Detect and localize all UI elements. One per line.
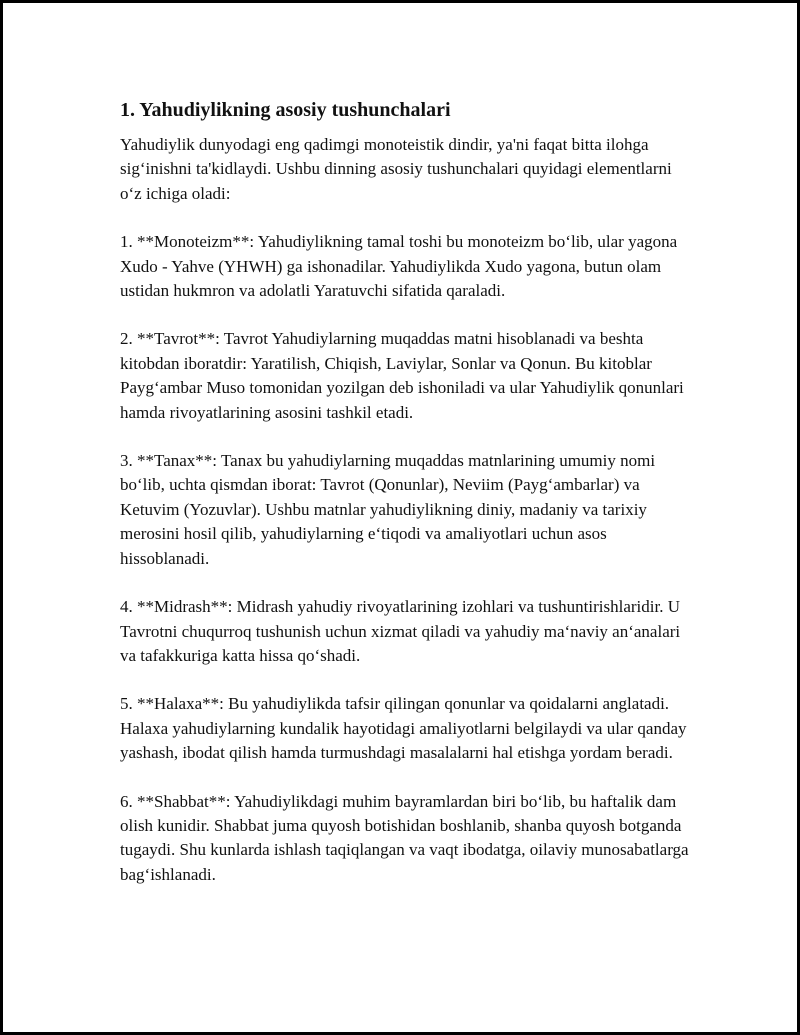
paragraph-midrash: 4. **Midrash**: Midrash yahudiy rivoyatlarining izohlari va tushuntirishlaridir. U Tavrotni chuqurroq tushunish uchun xizmat qiladi va yahudiy ma‘naviy an‘analari va tafakkuriga katta hissa qo‘shadi. — [120, 597, 681, 665]
document-body — [120, 97, 690, 911]
intro-paragraph: Yahudiylik dunyodagi eng qadimgi monoteistik dindir, ya'ni faqat bitta ilohga sig‘inishni ta'kidlaydi. Ushbu dinning asosiy tushunchalari quyidagi elementlarni o‘z ichiga oladi: — [120, 135, 672, 203]
paragraph-tavrot: 2. **Tavrot**: Tavrot Yahudiylarning muqaddas matni hisoblanadi va beshta kitobdan iboratdir: Yaratilish, Chiqish, Laviylar, Sonlar va Qonun. Bu kitoblar Payg‘ambar Muso tomonidan yozilgan deb ishoniladi va ular Yahudiylik qonunlari hamda rivoyatlarining asosini tashkil etadi. — [120, 329, 684, 422]
paragraph-halaxa: 5. **Halaxa**: Bu yahudiylikda tafsir qilingan qonunlar va qoidalarni anglatadi. Halaxa yahudiylarning kundalik hayotidagi amaliyotlarni belgilaydi va ular qanday yashash, ibodat qilish hamda turmushdagi masalalarni hal etishga yordam beradi. — [120, 694, 687, 763]
paragraph-tanax: 3. **Tanax**: Tanax bu yahudiylarning muqaddas matnlarining umumiy nomi bo‘lib, uchta qismdan iborat: Tavrot (Qonunlar), Neviim (Payg‘ambarlar) va Ketuvim (Yozuvlar). Ushbu matnlar yahudiylikning diniy, madaniy va tarixiy merosini hosil qilib, yahudiylarning e‘tiqodi va amaliyotlari uchun asos hissoblanadi. — [120, 451, 656, 568]
paragraph-monoteizm: 1. **Monoteizm**: Yahudiylikning tamal toshi bu monoteizm bo‘lib, ular yagona Xudo - Yahve (YHWH) ga ishonadilar. Yahudiylikda Xudo yagona, butun olam ustidan hukmron va adolatli Yaratuvchi sifatida qaraladi. — [120, 232, 678, 301]
section-heading: 1. Yahudiylikning asosiy tushunchalari — [120, 99, 451, 121]
paragraph-shabbat: 6. **Shabbat**: Yahudiylikdagi muhim bayramlardan biri bo‘lib, bu haftalik dam olish kunidir. Shabbat juma quyosh botishidan boshlanib, shanba quyosh botganda tugaydi. Shu kunlarda ishlash taqiqlangan va vaqt ibodatga, oilaviy munosabatlarga bag‘ishlanadi. — [120, 791, 689, 884]
